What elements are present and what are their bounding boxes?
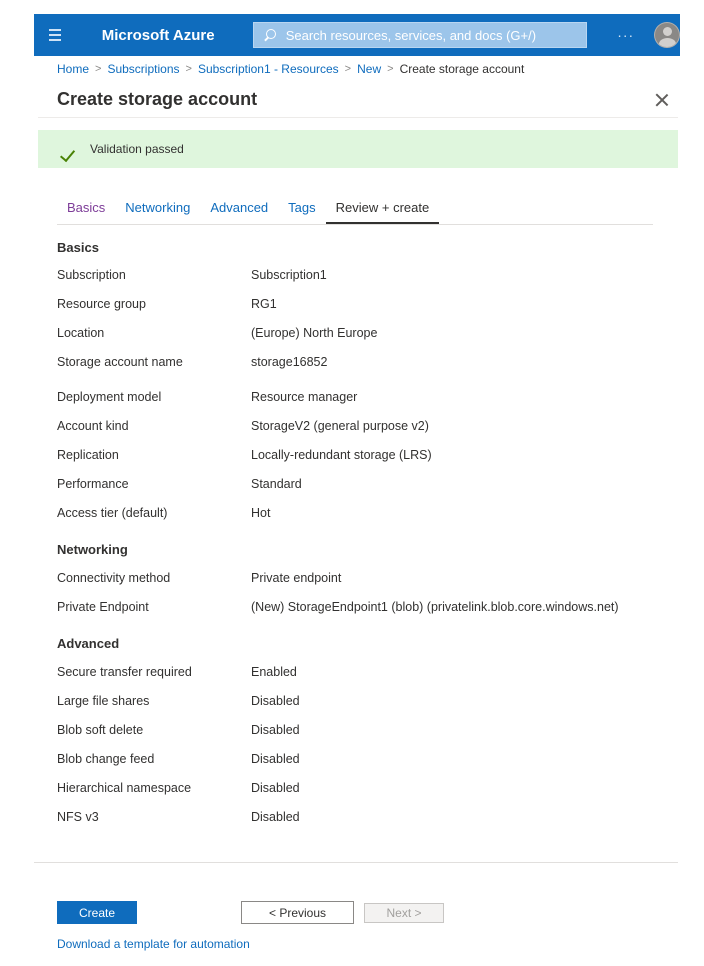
summary-row — [57, 665, 677, 683]
summary-row — [57, 600, 677, 618]
tab-bar — [57, 198, 439, 224]
tab-networking[interactable]: Networking — [125, 200, 191, 215]
summary-value: Locally-redundant storage (LRS) — [251, 448, 432, 462]
summary-row — [57, 355, 677, 373]
summary-value: (Europe) North Europe — [251, 326, 378, 340]
summary-label: Private Endpoint — [57, 600, 149, 614]
breadcrumb-current: Create storage account — [399, 62, 525, 76]
summary-label: Account kind — [57, 419, 129, 433]
summary-row — [57, 326, 677, 344]
tab-advanced[interactable]: Advanced — [210, 200, 269, 215]
section-title-networking: Networking — [57, 542, 128, 557]
tabs-divider — [57, 224, 653, 225]
summary-value: StorageV2 (general purpose v2) — [251, 419, 429, 433]
summary-value: Hot — [251, 506, 271, 520]
summary-value: Disabled — [251, 781, 300, 795]
summary-row — [57, 506, 677, 524]
summary-row — [57, 694, 677, 712]
validation-banner — [38, 130, 678, 168]
summary-value: Resource manager — [251, 390, 358, 404]
summary-row — [57, 723, 677, 741]
breadcrumb-subscription1-resources[interactable]: Subscription1 - Resources — [197, 62, 339, 76]
summary-row — [57, 419, 677, 437]
summary-row — [57, 752, 677, 770]
breadcrumb-separator: > — [95, 63, 102, 75]
summary-row — [57, 297, 677, 315]
breadcrumb-separator: > — [344, 63, 352, 75]
download-template-link[interactable]: Download a template for automation — [57, 937, 250, 951]
summary-row — [57, 810, 677, 828]
summary-label: Replication — [57, 448, 119, 462]
summary-value: Private endpoint — [251, 571, 342, 585]
global-search[interactable] — [253, 22, 588, 48]
footer-divider — [34, 862, 678, 863]
summary-label: Storage account name — [57, 355, 183, 369]
tab-basics[interactable]: Basics — [67, 200, 106, 215]
summary-value: Enabled — [251, 665, 297, 679]
app-title[interactable]: Microsoft Azure — [101, 26, 215, 44]
previous-button[interactable]: < Previous — [241, 901, 354, 924]
summary-label: NFS v3 — [57, 810, 99, 824]
summary-value: Disabled — [251, 810, 300, 824]
more-options-button[interactable]: ··· — [617, 27, 635, 43]
summary-value: Disabled — [251, 694, 300, 708]
summary-value: storage16852 — [251, 355, 328, 369]
summary-row — [57, 571, 677, 589]
breadcrumb-new[interactable]: New — [357, 62, 382, 76]
summary-row — [57, 268, 677, 286]
search-icon — [264, 29, 276, 41]
summary-value: Standard — [251, 477, 302, 491]
summary-label: Hierarchical namespace — [57, 781, 192, 795]
summary-value: RG1 — [251, 297, 277, 311]
divider — [38, 117, 678, 118]
section-title-basics: Basics — [57, 240, 99, 255]
tab-review-create[interactable]: Review + create — [326, 198, 440, 224]
summary-label: Access tier (default) — [57, 506, 168, 520]
user-avatar[interactable] — [654, 22, 680, 48]
breadcrumb — [57, 62, 524, 76]
summary-label: Blob soft delete — [57, 723, 144, 737]
summary-label: Resource group — [57, 297, 146, 311]
close-icon[interactable] — [654, 92, 670, 108]
hamburger-menu-icon[interactable] — [40, 14, 70, 56]
summary-label: Location — [57, 326, 105, 340]
summary-label: Large file shares — [57, 694, 150, 708]
summary-value: (New) StorageEndpoint1 (blob) (privatelink.blob.core.windows.net) — [251, 600, 619, 614]
summary-value: Disabled — [251, 723, 300, 737]
summary-label: Secure transfer required — [57, 665, 192, 679]
next-button[interactable]: Next > — [364, 903, 444, 923]
summary-value: Subscription1 — [251, 268, 327, 282]
summary-value: Disabled — [251, 752, 300, 766]
summary-label: Deployment model — [57, 390, 162, 404]
search-input[interactable] — [286, 28, 586, 43]
tab-tags[interactable]: Tags — [288, 200, 316, 215]
summary-label: Connectivity method — [57, 571, 171, 585]
page-title: Create storage account — [57, 89, 258, 109]
summary-row — [57, 448, 677, 466]
breadcrumb-subscriptions[interactable]: Subscriptions — [107, 62, 180, 76]
top-bar — [34, 14, 680, 56]
create-button[interactable]: Create — [57, 901, 137, 924]
section-title-advanced: Advanced — [57, 636, 120, 651]
breadcrumb-home[interactable]: Home — [57, 62, 90, 76]
breadcrumb-separator: > — [185, 63, 192, 75]
validation-text: Validation passed — [90, 142, 184, 156]
checkmark-icon — [58, 142, 78, 156]
summary-label: Subscription — [57, 268, 126, 282]
summary-label: Blob change feed — [57, 752, 155, 766]
summary-row — [57, 781, 677, 799]
summary-row — [57, 390, 677, 408]
breadcrumb-separator: > — [387, 63, 394, 75]
summary-label: Performance — [57, 477, 129, 491]
summary-row — [57, 477, 677, 495]
